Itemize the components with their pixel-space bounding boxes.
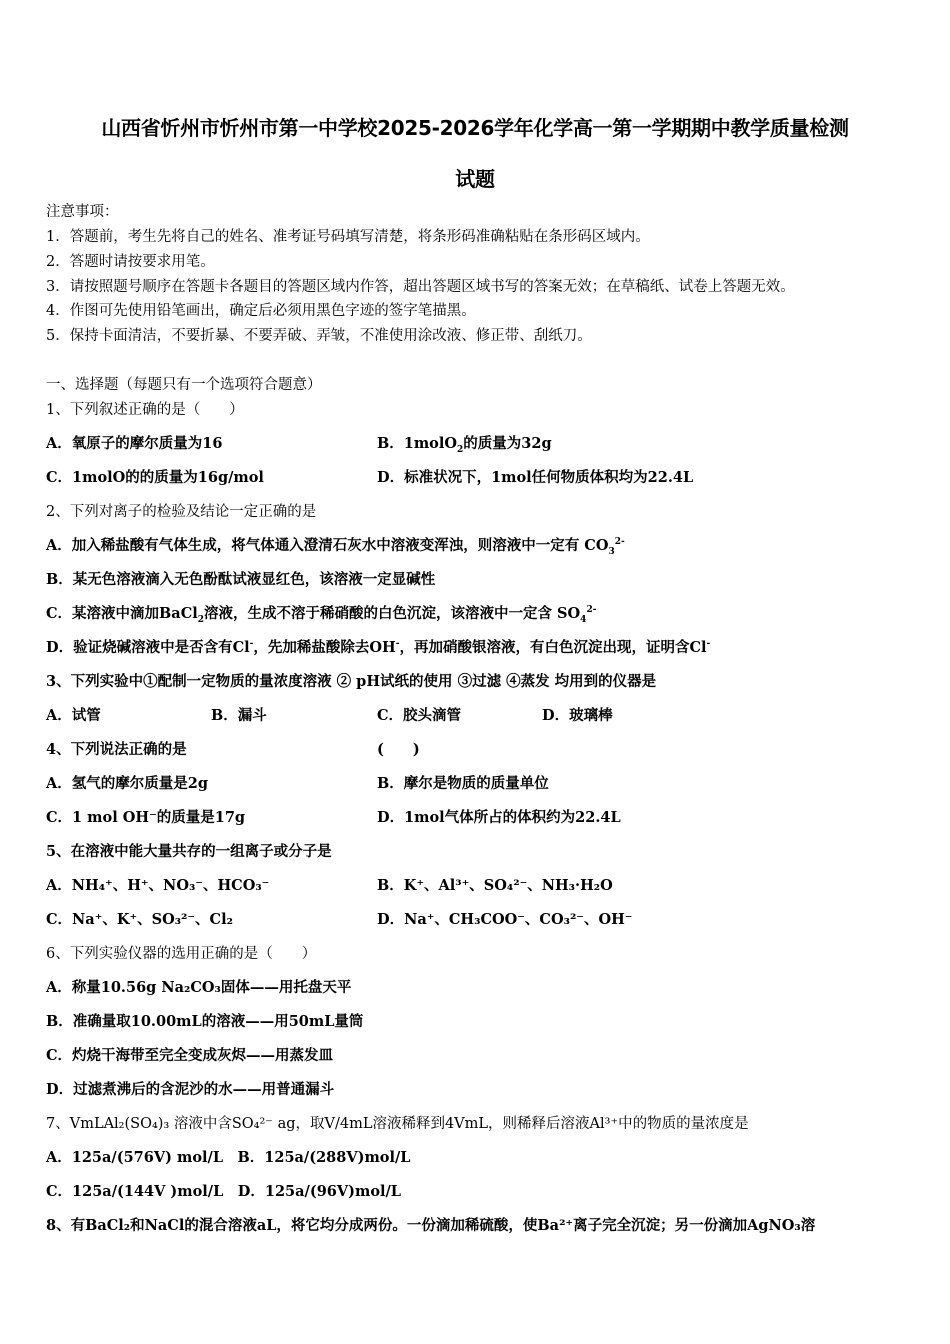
q5-option-a: A．NH₄⁺、H⁺、NO₃⁻、HCO₃⁻ <box>46 877 270 894</box>
section-heading: 一、选择题（每题只有一个选项符合题意） <box>46 377 322 393</box>
note-item: 5．保持卡面清洁，不要折暴、不要弄破、弄皱，不准使用涂改液、修正带、刮纸刀。 <box>46 328 592 344</box>
q2-option-b: B．某无色溶液滴入无色酚酞试液显红色，该溶液一定显碱性 <box>46 571 436 588</box>
q7-options-cd: C．125a/(144V )mol/L D．125a/(96V)mol/L <box>46 1183 401 1200</box>
q7-options-ab: A．125a/(576V) mol/L B．125a/(288V)mol/L <box>46 1149 411 1166</box>
question-5-stem: 5、在溶液中能大量共存的一组离子或分子是 <box>46 843 332 860</box>
q1-option-d: D．标准状况下，1mol任何物质体积均为22.4L <box>377 469 694 486</box>
q2-option-c: C．某溶液中滴加BaCl$_2$溶液，生成不溶于稀硝酸的白色沉淀，该溶液中一定含 $SO_4^{2-}$ <box>46 605 597 625</box>
q5-option-b: B．K⁺、Al³⁺、SO₄²⁻、NH₃·H₂O <box>377 877 613 894</box>
question-2-stem: 2、下列对离子的检验及结论一定正确的是 <box>46 504 317 520</box>
q5-option-d: D．Na⁺、CH₃COO⁻、CO₃²⁻、OH⁻ <box>377 911 633 928</box>
question-4-stem: 4、下列说法正确的是 <box>46 741 187 758</box>
q2-option-a: A．加入稀盐酸有气体生成，将气体通入澄清石灰水中溶液变浑浊，则溶液中一定有 $CO_3^{2-}$ <box>46 537 625 557</box>
q1-option-c: C．1molO的的质量为16g/mol <box>46 469 264 486</box>
q4-option-c: C．1 mol OH⁻的质量是17g <box>46 809 246 826</box>
q6-option-a: A．称量10.56g Na₂CO₃固体——用托盘天平 <box>46 979 352 996</box>
q4-option-a: A．氢气的摩尔质量是2g <box>46 775 208 792</box>
question-1-stem: 1、下列叙述正确的是（ ） <box>46 402 244 418</box>
q6-option-d: D．过滤煮沸后的含泥沙的水——用普通漏斗 <box>46 1081 335 1098</box>
q3-option-b: B．漏斗 <box>211 707 267 724</box>
note-item: 3．请按照题号顺序在答题卡各题目的答题区域内作答，超出答题区域书写的答案无效；在草稿纸、试卷上答题无效。 <box>46 279 795 295</box>
q4-option-b: B．摩尔是物质的质量单位 <box>377 775 549 792</box>
question-8-stem: 8、有BaCl₂和NaCl的混合溶液aL，将它均分成两份。一份滴加稀硫酸，使Ba²⁺离子完全沉淀；另一份滴加AgNO₃溶 <box>46 1217 816 1234</box>
note-item: 2．答题时请按要求用笔。 <box>46 254 215 270</box>
question-3-stem: 3、下列实验中①配制一定物质的量浓度溶液 ② pH试纸的使用 ③过滤 ④蒸发 均用到的仪器是 <box>46 673 657 690</box>
q4-option-d: D．1mol气体所占的体积约为22.4L <box>377 809 621 826</box>
question-6-stem: 6、下列实验仪器的选用正确的是（ ） <box>46 946 317 962</box>
q1-option-a: A．氧原子的摩尔质量为16 <box>46 435 223 452</box>
q5-option-c: C．Na⁺、K⁺、SO₃²⁻、Cl₂ <box>46 911 233 928</box>
page-title: 山西省忻州市忻州市第一中学校2025-2026学年化学高一第一学期期中教学质量检测 <box>101 116 849 140</box>
q6-option-b: B．准确量取10.00mL的溶液——用50mL量筒 <box>46 1013 364 1030</box>
q3-option-c: C．胶头滴管 <box>377 707 462 724</box>
note-item: 4．作图可先使用铅笔画出，确定后必须用黑色字迹的签字笔描黑。 <box>46 303 476 319</box>
q2-option-d: D．验证烧碱溶液中是否含有Cl-，先加稀盐酸除去OH-，再加硝酸银溶液，有白色沉淀出现，证明含Cl- <box>46 639 711 656</box>
q4-answer-paren: ( ) <box>377 741 420 758</box>
q3-option-d: D．玻璃棒 <box>542 707 613 724</box>
q3-option-a: A．试管 <box>46 707 101 724</box>
notes-heading: 注意事项： <box>46 204 119 220</box>
q6-option-c: C．灼烧干海带至完全变成灰烬——用蒸发皿 <box>46 1047 334 1064</box>
question-7-stem: 7、VmLAl₂(SO₄)₃ 溶液中含SO₄²⁻ ag，取V/4mL溶液稀释到4VmL，则稀释后溶液Al³⁺中的物质的量浓度是 <box>46 1116 749 1132</box>
page-title-continued: 试题 <box>455 167 495 191</box>
q1-option-b: B．1molO$_2$的质量为32g <box>377 435 552 455</box>
note-item: 1．答题前，考生先将自己的姓名、准考证号码填写清楚，将条形码准确粘贴在条形码区域内。 <box>46 229 650 245</box>
